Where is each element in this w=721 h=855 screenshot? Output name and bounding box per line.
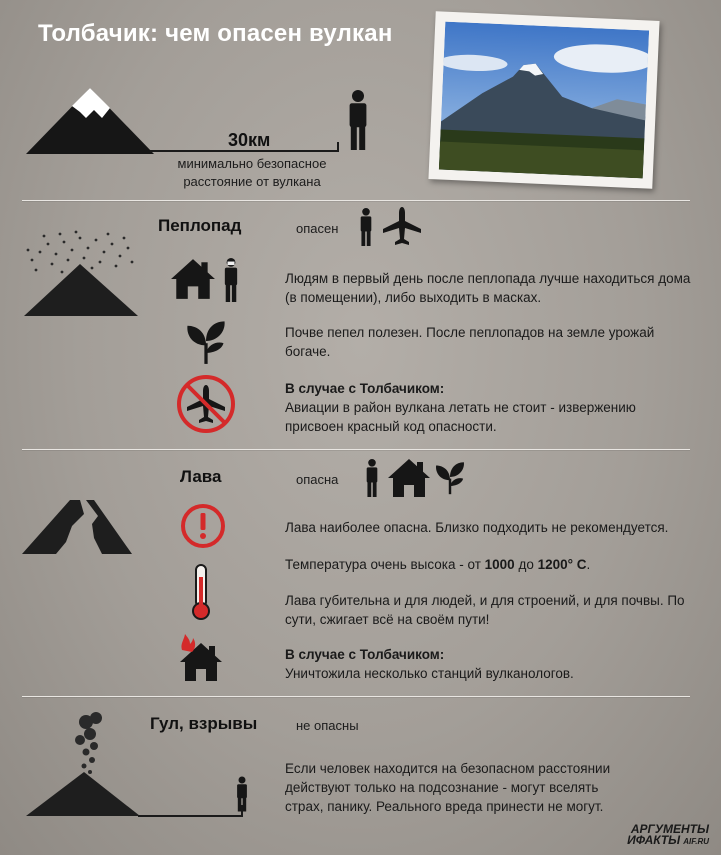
lava-item2-mid: до: [514, 557, 538, 572]
burning-house-icon: [176, 632, 226, 682]
distance-value: 30км: [228, 130, 271, 150]
ashfall-item1: Людям в первый день после пеплопада лучше находиться дома (в помещении), либо выходить в масках.: [285, 271, 691, 305]
logo-line2-row: [627, 835, 709, 847]
distance-caption-line2: расстояние от вулкана: [183, 174, 321, 189]
distance-caption: [162, 155, 342, 191]
person-icon: [358, 208, 374, 246]
person-icon: [346, 89, 370, 151]
ash-volcano-icon: [22, 230, 140, 318]
lava-item4-heading: В случае с Толбачиком:: [285, 647, 445, 662]
erupting-volcano-icon: [24, 708, 142, 818]
separator: [22, 449, 690, 450]
lava-item2-pre: Температура очень высока - от: [285, 557, 485, 572]
rumble-item1: Если человек находится на безопасном расстоянии действуют только на подсознание - могут вселять страх, панику. Реального вреда принести не могут.: [285, 761, 611, 814]
lava-item2-temp-high: 1200° С: [537, 557, 587, 572]
logo-line2: ИФАКТЫ: [627, 833, 681, 847]
house-icon: [387, 458, 431, 498]
thermometer-icon: [189, 563, 213, 621]
separator: [22, 200, 690, 201]
lava-item1: Лава наиболее опасна. Близко подходить не рекомендуется.: [285, 520, 669, 535]
sprout-icon: [182, 316, 230, 366]
person-icon: [364, 459, 380, 497]
distance-line: [138, 815, 242, 817]
ashfall-danger: опасен: [296, 221, 339, 236]
rumble-danger: не опасны: [296, 718, 359, 733]
lava-heading: Лава: [180, 467, 222, 486]
rumble-heading: Гул, взрывы: [150, 714, 258, 733]
lava-item4: [285, 645, 695, 683]
volcano-photo-image: [439, 22, 649, 179]
lava-item2: [285, 555, 695, 574]
lava-item4-text: Уничтожила несколько станций вулканологов.: [285, 666, 574, 681]
volcano-photo: [428, 11, 659, 189]
lava-item2-post: .: [586, 557, 591, 572]
distance-tick: [337, 142, 339, 152]
lava-volcano-icon: [22, 498, 134, 556]
ashfall-item2: Почве пепел полезен. После пеплопадов на земле урожай богаче.: [285, 325, 655, 359]
ashfall-item3: [285, 379, 695, 436]
lava-item3: Лава губительна и для людей, и для строений, и для почвы. По сути, сжигает всё на своём пути!: [285, 593, 685, 627]
plane-icon: [382, 206, 422, 246]
lava-danger: опасна: [296, 472, 339, 487]
ashfall-heading: Пеплопад: [158, 216, 242, 235]
ashfall-item3-heading: В случае с Толбачиком:: [285, 381, 445, 396]
person-icon: [235, 776, 249, 812]
house-icon: [170, 258, 216, 300]
sprout-icon: [432, 458, 468, 496]
logo-line1: АРГУМЕНТЫ: [630, 822, 709, 836]
lava-item2-temp-low: 1000: [484, 557, 515, 572]
person-mask-icon: [222, 258, 240, 302]
page-title: Толбачик: чем опасен вулкан: [38, 20, 393, 47]
no-plane-icon: [176, 374, 236, 434]
warning-icon: [180, 503, 226, 549]
volcano-snow-icon: [24, 84, 156, 156]
ashfall-item3-text: Авиации в район вулкана летать не стоит - извержению присвоен красный код опасности.: [285, 400, 636, 434]
logo-site: AIF.RU: [683, 837, 709, 846]
logo: [627, 824, 709, 847]
separator: [22, 696, 690, 697]
distance-caption-line1: минимально безопасное: [177, 156, 327, 171]
